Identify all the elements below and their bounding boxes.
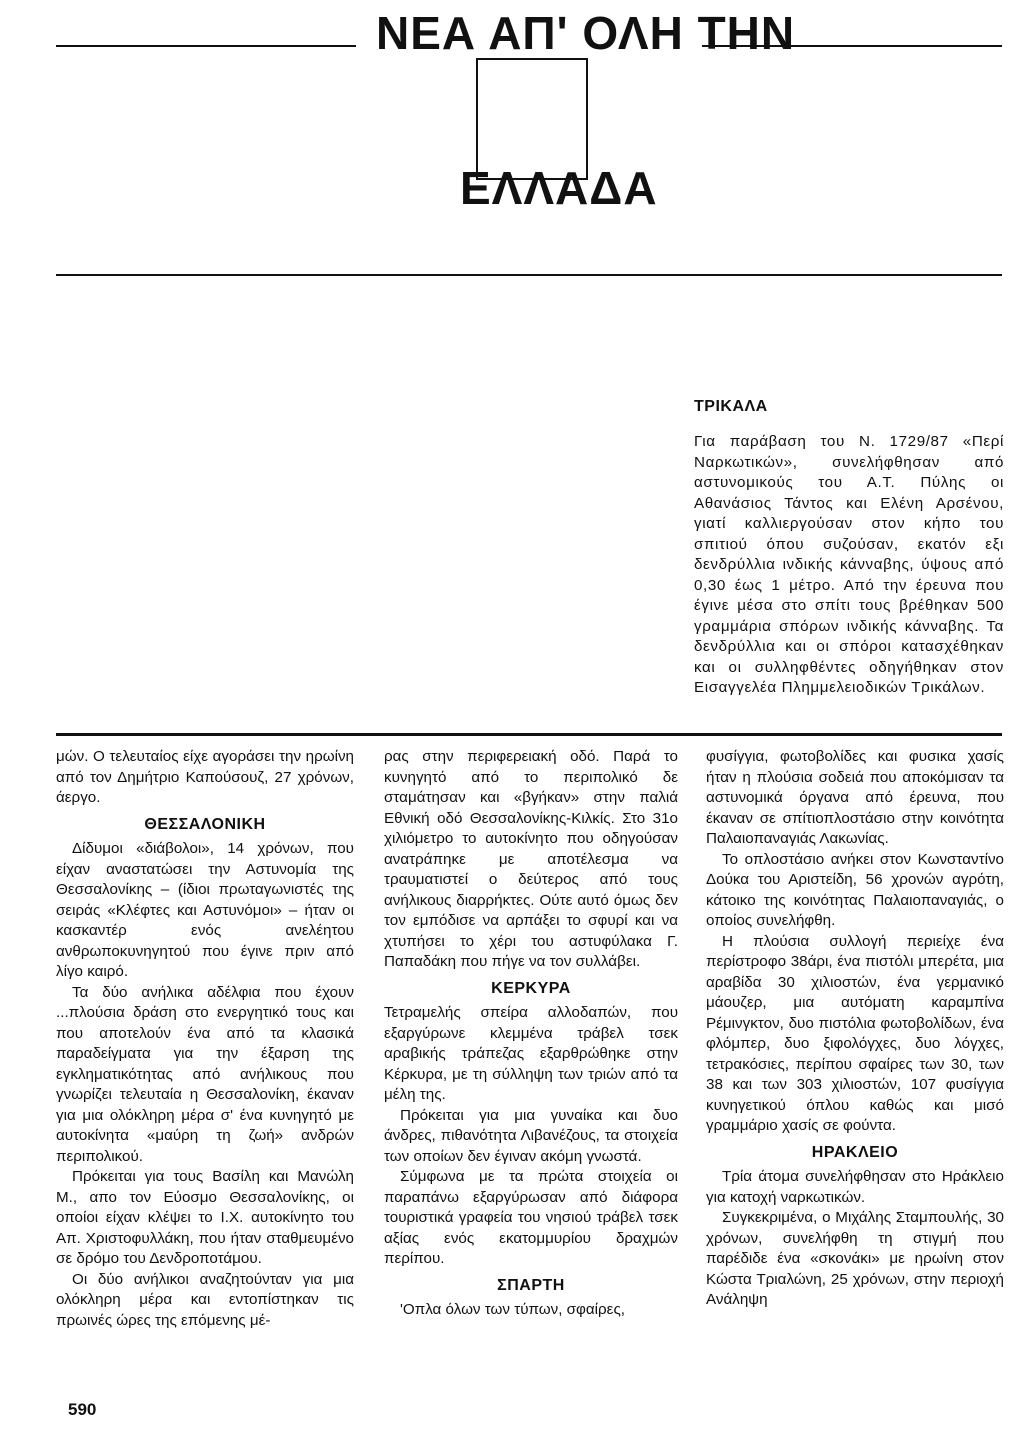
section-heading-sparti: ΣΠΑΡΤΗ bbox=[497, 1276, 565, 1294]
article-paragraph: 'Οπλα όλων των τύπων, σφαίρες, bbox=[400, 1301, 625, 1318]
article-paragraph: Συγκεκριμένα, ο Μιχάλης Σταμπουλής, 30 χρόνων, συνελήφθη τη στιγμή που παρέδιδε ένα «σκονάκι» με ηρωίνη στον Κώστα Τριαλώνη, 25 χρόνων, στην περιοχή Ανάληψη bbox=[706, 1209, 1004, 1308]
header-title-line2: ΕΛΛΑΔΑ bbox=[460, 162, 658, 214]
column-3 bbox=[706, 747, 1004, 1311]
separator-rule bbox=[56, 733, 1002, 736]
article-paragraph: Πρόκειται για τους Βασίλη και Μανώλη Μ., απο τον Εύοσμο Θεσσαλονίκης, οι οποίοι είχαν κλέψει το Ι.Χ. αυτοκίνητο του Απ. Χριστοφυλλάκη, που ήταν σταθμευμένο σε δρόμο του Δενδροποτάμου. bbox=[56, 1168, 354, 1267]
column-1 bbox=[56, 747, 354, 1331]
article-paragraph: Σύμφωνα με τα πρώτα στοιχεία οι παραπάνω εξαργύρωσαν από διάφορα τουριστικά γραφεία του νησιού τράβελ τσεκ αξίας ενός εκατομμυρίου δραχμών περίπου. bbox=[384, 1168, 678, 1267]
article-paragraph: Η πλούσια συλλογή περιείχε ένα περίστροφο 38άρι, ένα πιστόλι μπερέτα, μια αραβίδα 30 χιλιοστών, ένα γερμανικό μάουζερ, μια αυτόματη καραμπίνα Ρέμινγκτον, δυο πιστόλια φωτοβολίδων, ένα φλόμπερ, δυο ξιφολόγχες, δυο λόγχες, τετρακόσιες, περίπου σφαίρες των 30, των 38 και των 303 χιλιοστών, 107 φυσίγγια κυνηγετικού όπλου καθώς και μισό γραμμάριο χασίς σε φούντα. bbox=[706, 932, 1004, 1134]
section-heading-trikala: ΤΡΙΚΑΛΑ bbox=[694, 398, 768, 415]
article-paragraph: Για παράβαση του Ν. 1729/87 «Περί Ναρκωτικών», συνελήφθησαν από αστυνομικούς του Α.Τ. Πύλης οι Αθανάσιος Τάντος και Ελένη Αρσένου, γιατί καλλιεργούσαν στον κήπο του σπιτιού όπου συζούσαν, εκατόν εξι δενδρύλλια ινδικής κάνναβης, ύψους από 0,30 έως 1 μέτρο. Από την έρευνα που έγινε μέσα στο σπίτι τους βρέθηκαν 500 γραμμάρια σπόρων ινδικής κάνναβης. Τα δενδρύλλια και οι σπόροι κατασχέθηκαν και οι συλληφθέντες οδηγήθηκαν στον Εισαγγελέα Πλημμελειοδικών Τρικάλων. bbox=[694, 433, 1004, 696]
article-paragraph: φυσίγγια, φωτοβολίδες και φυσικα χασίς ήταν η πλούσια σοδειά που αποκόμισαν τα αστυνομικά όργανα από έρευνα, που έκαναν σε σπίτιοπλοστάσιο στην κοινότητα Παλαιοπαναγιάς Λακωνίας. bbox=[706, 748, 1004, 847]
article-trikala bbox=[694, 432, 1004, 699]
article-paragraph: ρας στην περιφερειακή οδό. Παρά το κυνηγητό από το περιπολικό δε σταμάτησαν και «βγήκαν» στην παλιά Εθνική οδό Θεσσαλονίκης-Κιλκίς. Στο 31ο χιλιόμετρο το αυτοκίνητο που οδηγούσαν ανατράπηκε με αποτέλεσμα να τραυματιστεί ο δεύτερος από τους ανήλικους διαρρήκτες. Ούτε αυτό όμως δεν τον εμπόδισε να αρπάξει το σφυρί και να χτυπήσει το χέρι του αστυφύλακα Γ. Παπαδάκη που πήγε να τον συλλάβει. bbox=[384, 748, 678, 970]
section-heading-thessaloniki: ΘΕΣΣΑΛΟΝΙΚΗ bbox=[144, 815, 266, 833]
section-heading-kerkyra: ΚΕΡΚΥΡΑ bbox=[491, 979, 571, 997]
header-rule-left bbox=[56, 45, 356, 47]
header-rule-bottom bbox=[56, 274, 1002, 276]
header-title-line1: ΝΕΑ ΑΠ' ΟΛΗ ΤΗΝ bbox=[376, 7, 796, 59]
column-2 bbox=[384, 747, 678, 1321]
article-paragraph: Οι δύο ανήλικοι αναζητούνταν για μια ολόκληρη μέρα και εντοπίστηκαν τις πρωινές ώρες της επόμενης μέ- bbox=[56, 1270, 354, 1329]
article-paragraph: Το οπλοστάσιο ανήκει στον Κωνσταντίνο Δούκα του Αριστείδη, 56 χρονών αγρότη, κάτοικο της κοινότητας Παλαιοπαναγιάς, ο οποίος συνελήφθη. bbox=[706, 850, 1004, 929]
article-paragraph: μών. Ο τελευταίος είχε αγοράσει την ηρωίνη από τον Δημήτριο Καπούσουζ, 27 χρόνων, άεργο. bbox=[56, 748, 354, 806]
article-paragraph: Τρία άτομα συνελήφθησαν στο Ηράκλειο για κατοχή ναρκωτικών. bbox=[706, 1168, 1004, 1206]
article-paragraph: Τετραμελής σπείρα αλλοδαπών, που εξαργύρωνε κλεμμένα τράβελ τσεκ αραβικής τράπεζας εξαρθρώθηκε στην Κέρκυρα, με τη σύλληψη των τριών από τα μέλη της. bbox=[384, 1004, 678, 1103]
article-paragraph: Δίδυμοι «διάβολοι», 14 χρόνων, που είχαν αναστατώσει την Αστυνομία της Θεσσαλονίκης – (ίδιοι πρωταγωνιστές της σειράς «Κλέφτες και Αστυνόμοι» – ήταν οι κασκαντέρ ενός ανελέητου ανθρωποκυνηγητού που έγινε πριν από λίγο καιρό. bbox=[56, 840, 354, 980]
page-number: 590 bbox=[68, 1400, 97, 1419]
article-paragraph: Τα δύο ανήλικα αδέλφια που έχουν ...πλούσια δράση στο ενεργητικό τους και που αποτελούν ένα από τα κλασικά παραδείγματα για την έξαρση της εγκληματικότητας από ανήλικους που γνωρίζει τελευταία η Θεσσαλονίκη, έκαναν για μια ολόκληρη μέρα σ' ένα κυνηγητό με αυτοκίνητα «μαύρη τη ζωή» ανδρών περιπολικού. bbox=[56, 983, 354, 1165]
article-paragraph: Πρόκειται για μια γυναίκα και δυο άνδρες, πιθανότητα Λιβανέζους, τα στοιχεία των οποίων δεν έγιναν ακόμη γνωστά. bbox=[384, 1106, 678, 1165]
section-heading-irakleio: ΗΡΑΚΛΕΙΟ bbox=[811, 1143, 899, 1161]
